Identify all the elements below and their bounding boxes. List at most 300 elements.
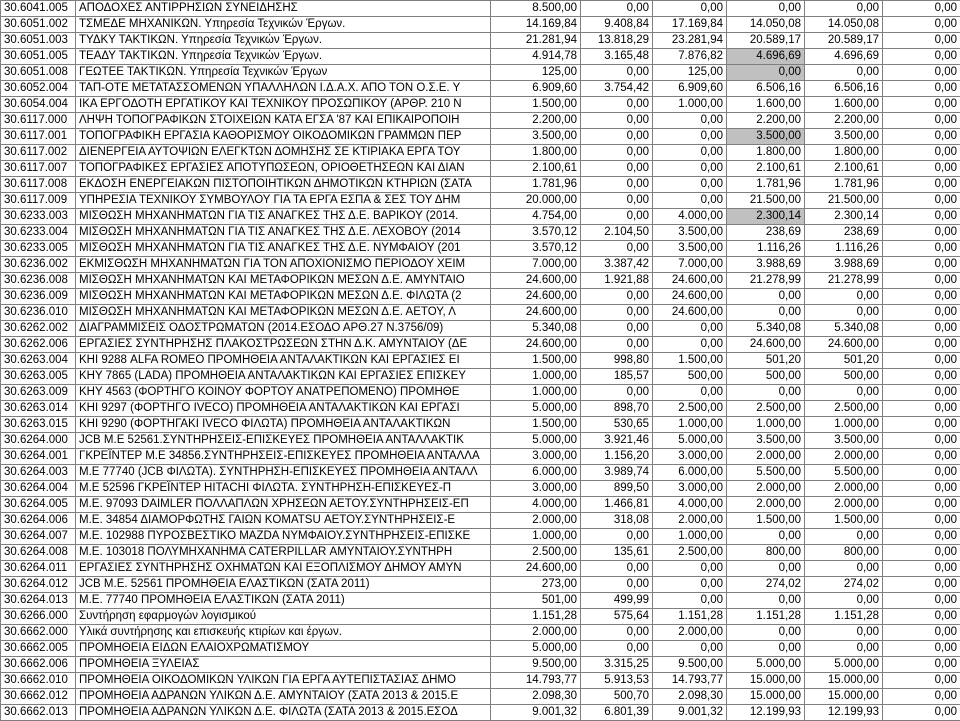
value-cell-2[interactable]: 0,00 xyxy=(581,209,653,225)
value-cell-5[interactable]: 5.000,00 xyxy=(805,657,883,673)
value-cell-5[interactable]: 21.500,00 xyxy=(805,193,883,209)
value-cell-5[interactable]: 2.200,00 xyxy=(805,113,883,129)
value-cell-2[interactable]: 0,00 xyxy=(581,321,653,337)
value-cell-4[interactable]: 501,20 xyxy=(727,353,805,369)
value-cell-1[interactable]: 6.000,00 xyxy=(491,465,581,481)
value-cell-3[interactable]: 7.876,82 xyxy=(653,49,727,65)
description-cell[interactable]: ΤΕΑΔΥ ΤΑΚΤΙΚΩΝ. Υπηρεσία Τεχνικών Έργων. xyxy=(76,49,491,65)
code-cell[interactable]: 30.6236.008 xyxy=(1,273,76,289)
value-cell-5[interactable]: 274,02 xyxy=(805,577,883,593)
description-cell[interactable]: JCB Μ.Ε. 52561 ΠΡΟΜΗΘΕΙΑ ΕΛΑΣΤΙΚΩΝ (ΣΑΤΑ 2011) xyxy=(76,577,491,593)
value-cell-4[interactable]: 0,00 xyxy=(727,289,805,305)
value-cell-1[interactable]: 1.500,00 xyxy=(491,353,581,369)
code-cell[interactable]: 30.6263.004 xyxy=(1,353,76,369)
description-cell[interactable]: ΤΟΠΟΓΡΑΦΙΚΕΣ ΕΡΓΑΣΙΕΣ ΑΠΟΤΥΠΩΣΕΩΝ, ΟΡΙΟΘΕΤΗΣΕΩΝ ΚΑΙ ΔΙΑΝ xyxy=(76,161,491,177)
value-cell-6[interactable]: 0,00 xyxy=(883,17,960,33)
code-cell[interactable]: 30.6117.007 xyxy=(1,161,76,177)
value-cell-4[interactable]: 0,00 xyxy=(727,625,805,641)
value-cell-3[interactable]: 9.500,00 xyxy=(653,657,727,673)
code-cell[interactable]: 30.6262.002 xyxy=(1,321,76,337)
value-cell-4[interactable]: 3.500,00 xyxy=(727,433,805,449)
value-cell-5[interactable]: 0,00 xyxy=(805,65,883,81)
value-cell-1[interactable]: 5.000,00 xyxy=(491,433,581,449)
value-cell-3[interactable]: 1.000,00 xyxy=(653,97,727,113)
value-cell-4[interactable]: 2.000,00 xyxy=(727,449,805,465)
value-cell-4[interactable]: 21.278,99 xyxy=(727,273,805,289)
value-cell-4[interactable]: 0,00 xyxy=(727,561,805,577)
value-cell-4[interactable]: 3.500,00 xyxy=(727,129,805,145)
value-cell-1[interactable]: 1.500,00 xyxy=(491,417,581,433)
description-cell[interactable]: ΤΣΜΕΔΕ ΜΗΧΑΝΙΚΩΝ. Υπηρεσία Τεχνικών Έργων. xyxy=(76,17,491,33)
value-cell-5[interactable]: 1.000,00 xyxy=(805,417,883,433)
value-cell-4[interactable]: 5.000,00 xyxy=(727,657,805,673)
value-cell-5[interactable]: 21.278,99 xyxy=(805,273,883,289)
value-cell-6[interactable]: 0,00 xyxy=(883,529,960,545)
description-cell[interactable]: ΤΑΠ-ΟΤΕ ΜΕΤΑΤΑΣΣΟΜΕΝΩΝ ΥΠΑΛΛΗΛΩΝ Ι.Δ.Α.Χ. ΑΠΟ ΤΟΝ Ο.Σ.Ε. Υ xyxy=(76,81,491,97)
code-cell[interactable]: 30.6264.003 xyxy=(1,465,76,481)
value-cell-1[interactable]: 3.570,12 xyxy=(491,225,581,241)
value-cell-5[interactable]: 0,00 xyxy=(805,561,883,577)
value-cell-6[interactable]: 0,00 xyxy=(883,273,960,289)
value-cell-5[interactable]: 501,20 xyxy=(805,353,883,369)
value-cell-5[interactable]: 15.000,00 xyxy=(805,673,883,689)
value-cell-6[interactable]: 0,00 xyxy=(883,497,960,513)
code-cell[interactable]: 30.6051.005 xyxy=(1,49,76,65)
code-cell[interactable]: 30.6054.004 xyxy=(1,97,76,113)
description-cell[interactable]: ΠΡΟΜΗΘΕΙΑ ΞΥΛΕΙΑΣ xyxy=(76,657,491,673)
value-cell-4[interactable]: 2.500,00 xyxy=(727,401,805,417)
description-cell[interactable]: ΜΙΣΘΩΣΗ ΜΗΧΑΝΗΜΑΤΩΝ ΓΙΑ ΤΙΣ ΑΝΑΓΚΕΣ ΤΗΣ Δ.Ε. ΛΕΧΟΒΟΥ (2014 xyxy=(76,225,491,241)
value-cell-6[interactable]: 0,00 xyxy=(883,609,960,625)
code-cell[interactable]: 30.6117.001 xyxy=(1,129,76,145)
value-cell-6[interactable]: 0,00 xyxy=(883,337,960,353)
code-cell[interactable]: 30.6264.001 xyxy=(1,449,76,465)
value-cell-6[interactable]: 0,00 xyxy=(883,689,960,705)
value-cell-4[interactable]: 3.988,69 xyxy=(727,257,805,273)
value-cell-5[interactable]: 500,00 xyxy=(805,369,883,385)
code-cell[interactable]: 30.6233.004 xyxy=(1,225,76,241)
value-cell-5[interactable]: 12.199,93 xyxy=(805,705,883,721)
value-cell-4[interactable]: 2.300,14 xyxy=(727,209,805,225)
value-cell-1[interactable]: 273,00 xyxy=(491,577,581,593)
value-cell-3[interactable]: 3.500,00 xyxy=(653,241,727,257)
value-cell-4[interactable]: 1.000,00 xyxy=(727,417,805,433)
value-cell-3[interactable]: 0,00 xyxy=(653,129,727,145)
value-cell-4[interactable]: 0,00 xyxy=(727,593,805,609)
value-cell-5[interactable]: 2.100,61 xyxy=(805,161,883,177)
value-cell-6[interactable]: 0,00 xyxy=(883,369,960,385)
description-cell[interactable]: ΠΡΟΜΗΘΕΙΑ ΑΔΡΑΝΩΝ ΥΛΙΚΩΝ Δ.Ε. ΦΙΛΩΤΑ (ΣΑΤΑ 2013 & 2015.ΕΣΟΔ xyxy=(76,705,491,721)
value-cell-3[interactable]: 2.000,00 xyxy=(653,513,727,529)
value-cell-1[interactable]: 14.169,84 xyxy=(491,17,581,33)
description-cell[interactable]: Υλικά συντήρησης και επισκευής κτιρίων και έργων. xyxy=(76,625,491,641)
value-cell-2[interactable]: 0,00 xyxy=(581,529,653,545)
description-cell[interactable]: ΓΚΡΕΪΝΤΕΡ Μ.Ε 34856.ΣΥΝΤΗΡΗΣΕΙΣ-ΕΠΙΣΚΕΥΕΣ ΠΡΟΜΗΘΕΙΑ ΑΝΤΑΛΛΑ xyxy=(76,449,491,465)
value-cell-1[interactable]: 8.500,00 xyxy=(491,1,581,17)
value-cell-1[interactable]: 2.500,00 xyxy=(491,545,581,561)
description-cell[interactable]: ΤΟΠΟΓΡΑΦΙΚΗ ΕΡΓΑΣΙΑ ΚΑΘΟΡΙΣΜΟΥ ΟΙΚΟΔΟΜΙΚΩΝ ΓΡΑΜΜΩΝ ΠΕΡ xyxy=(76,129,491,145)
value-cell-6[interactable]: 0,00 xyxy=(883,193,960,209)
value-cell-2[interactable]: 0,00 xyxy=(581,561,653,577)
value-cell-6[interactable]: 0,00 xyxy=(883,241,960,257)
value-cell-5[interactable]: 1.600,00 xyxy=(805,97,883,113)
description-cell[interactable]: Μ.Ε. 34854 ΔΙΑΜΟΡΦΩΤΗΣ ΓΑΙΩΝ KOMATSU ΑΕΤΟΥ.ΣΥΝΤΗΡΗΣΕΙΣ-Ε xyxy=(76,513,491,529)
value-cell-4[interactable]: 15.000,00 xyxy=(727,673,805,689)
value-cell-6[interactable]: 0,00 xyxy=(883,81,960,97)
code-cell[interactable]: 30.6263.015 xyxy=(1,417,76,433)
value-cell-6[interactable]: 0,00 xyxy=(883,305,960,321)
value-cell-4[interactable]: 1.600,00 xyxy=(727,97,805,113)
value-cell-2[interactable]: 0,00 xyxy=(581,641,653,657)
code-cell[interactable]: 30.6264.013 xyxy=(1,593,76,609)
value-cell-2[interactable]: 13.818,29 xyxy=(581,33,653,49)
value-cell-2[interactable]: 1.156,20 xyxy=(581,449,653,465)
value-cell-4[interactable]: 0,00 xyxy=(727,1,805,17)
value-cell-5[interactable]: 5.500,00 xyxy=(805,465,883,481)
value-cell-5[interactable]: 0,00 xyxy=(805,385,883,401)
code-cell[interactable]: 30.6117.000 xyxy=(1,113,76,129)
value-cell-2[interactable]: 899,50 xyxy=(581,481,653,497)
value-cell-5[interactable]: 4.696,69 xyxy=(805,49,883,65)
value-cell-2[interactable]: 0,00 xyxy=(581,1,653,17)
value-cell-4[interactable]: 1.800,00 xyxy=(727,145,805,161)
code-cell[interactable]: 30.6263.009 xyxy=(1,385,76,401)
value-cell-6[interactable]: 0,00 xyxy=(883,545,960,561)
value-cell-1[interactable]: 2.098,30 xyxy=(491,689,581,705)
value-cell-1[interactable]: 7.000,00 xyxy=(491,257,581,273)
value-cell-6[interactable]: 0,00 xyxy=(883,705,960,721)
value-cell-5[interactable]: 6.506,16 xyxy=(805,81,883,97)
value-cell-3[interactable]: 2.000,00 xyxy=(653,625,727,641)
value-cell-3[interactable]: 0,00 xyxy=(653,193,727,209)
value-cell-5[interactable]: 2.000,00 xyxy=(805,481,883,497)
value-cell-4[interactable]: 0,00 xyxy=(727,385,805,401)
value-cell-5[interactable]: 1.800,00 xyxy=(805,145,883,161)
value-cell-1[interactable]: 5.340,08 xyxy=(491,321,581,337)
value-cell-4[interactable]: 0,00 xyxy=(727,641,805,657)
value-cell-6[interactable]: 0,00 xyxy=(883,113,960,129)
description-cell[interactable]: ΛΗΨΗ ΤΟΠΟΓΡΑΦΙΚΩΝ ΣΤΟΙΧΕΙΩΝ ΚΑΤΑ ΕΓΣΑ '87 ΚΑΙ ΕΠΙΚΑΙΡΟΠΟΙΗ xyxy=(76,113,491,129)
value-cell-5[interactable]: 3.500,00 xyxy=(805,129,883,145)
value-cell-5[interactable]: 1.781,96 xyxy=(805,177,883,193)
value-cell-4[interactable]: 0,00 xyxy=(727,529,805,545)
value-cell-6[interactable]: 0,00 xyxy=(883,33,960,49)
value-cell-3[interactable]: 0,00 xyxy=(653,161,727,177)
description-cell[interactable]: ΜΙΣΘΩΣΗ ΜΗΧΑΝΗΜΑΤΩΝ ΚΑΙ ΜΕΤΑΦΟΡΙΚΩΝ ΜΕΣΩΝ Δ.Ε. ΑΜΥΝΤΑΙΟ xyxy=(76,273,491,289)
value-cell-3[interactable]: 5.000,00 xyxy=(653,433,727,449)
code-cell[interactable]: 30.6264.012 xyxy=(1,577,76,593)
description-cell[interactable]: ΜΙΣΘΩΣΗ ΜΗΧΑΝΗΜΑΤΩΝ ΓΙΑ ΤΙΣ ΑΝΑΓΚΕΣ ΤΗΣ Δ.Ε. ΝΥΜΦΑΙΟΥ (201 xyxy=(76,241,491,257)
value-cell-3[interactable]: 0,00 xyxy=(653,145,727,161)
value-cell-3[interactable]: 4.000,00 xyxy=(653,497,727,513)
value-cell-5[interactable]: 800,00 xyxy=(805,545,883,561)
value-cell-3[interactable]: 14.793,77 xyxy=(653,673,727,689)
description-cell[interactable]: ΕΡΓΑΣΙΕΣ ΣΥΝΤΗΡΗΣΗΣ ΠΛΑΚΟΣΤΡΩΣΕΩΝ ΣΤΗΝ Δ.Κ. ΑΜΥΝΤΑΙΟΥ (ΔΕ xyxy=(76,337,491,353)
value-cell-3[interactable]: 9.001,32 xyxy=(653,705,727,721)
value-cell-2[interactable]: 998,80 xyxy=(581,353,653,369)
value-cell-3[interactable]: 0,00 xyxy=(653,1,727,17)
value-cell-1[interactable]: 21.281,94 xyxy=(491,33,581,49)
value-cell-2[interactable]: 318,08 xyxy=(581,513,653,529)
code-cell[interactable]: 30.6662.005 xyxy=(1,641,76,657)
description-cell[interactable]: ΚΗΥ 7865 (LADA) ΠΡΟΜΗΘΕΙΑ ΑΝΤΑΛΑΚΤΙΚΩΝ ΚΑΙ ΕΡΓΑΣΙΕΣ ΕΠΙΣΚΕΥ xyxy=(76,369,491,385)
value-cell-2[interactable]: 0,00 xyxy=(581,113,653,129)
value-cell-1[interactable]: 9.500,00 xyxy=(491,657,581,673)
value-cell-3[interactable]: 0,00 xyxy=(653,337,727,353)
value-cell-1[interactable]: 5.000,00 xyxy=(491,401,581,417)
description-cell[interactable]: ΙΚΑ ΕΡΓΟΔΟΤΗ ΕΡΓΑΤΙΚΟΥ ΚΑΙ ΤΕΧΝΙΚΟΥ ΠΡΟΣΩΠΙΚΟΥ (ΑΡΘΡ. 210 Ν xyxy=(76,97,491,113)
value-cell-4[interactable]: 800,00 xyxy=(727,545,805,561)
value-cell-6[interactable]: 0,00 xyxy=(883,449,960,465)
value-cell-1[interactable]: 24.600,00 xyxy=(491,273,581,289)
value-cell-6[interactable]: 0,00 xyxy=(883,561,960,577)
code-cell[interactable]: 30.6051.002 xyxy=(1,17,76,33)
value-cell-4[interactable]: 0,00 xyxy=(727,305,805,321)
value-cell-5[interactable]: 0,00 xyxy=(805,529,883,545)
value-cell-5[interactable]: 3.500,00 xyxy=(805,433,883,449)
value-cell-4[interactable]: 2.000,00 xyxy=(727,481,805,497)
code-cell[interactable]: 30.6264.006 xyxy=(1,513,76,529)
value-cell-2[interactable]: 3.315,25 xyxy=(581,657,653,673)
value-cell-5[interactable]: 0,00 xyxy=(805,289,883,305)
value-cell-2[interactable]: 0,00 xyxy=(581,145,653,161)
value-cell-5[interactable]: 1.151,28 xyxy=(805,609,883,625)
value-cell-6[interactable]: 0,00 xyxy=(883,513,960,529)
value-cell-1[interactable]: 3.570,12 xyxy=(491,241,581,257)
code-cell[interactable]: 30.6236.002 xyxy=(1,257,76,273)
code-cell[interactable]: 30.6264.004 xyxy=(1,481,76,497)
value-cell-2[interactable]: 135,61 xyxy=(581,545,653,561)
value-cell-1[interactable]: 14.793,77 xyxy=(491,673,581,689)
value-cell-3[interactable]: 0,00 xyxy=(653,641,727,657)
description-cell[interactable]: Συντήρηση εφαρμογών λογισμικού xyxy=(76,609,491,625)
description-cell[interactable]: ΜΙΣΘΩΣΗ ΜΗΧΑΝΗΜΑΤΩΝ ΚΑΙ ΜΕΤΑΦΟΡΙΚΩΝ ΜΕΣΩΝ Δ.Ε. ΦΙΛΩΤΑ (2 xyxy=(76,289,491,305)
value-cell-4[interactable]: 500,00 xyxy=(727,369,805,385)
value-cell-5[interactable]: 0,00 xyxy=(805,1,883,17)
value-cell-1[interactable]: 1.000,00 xyxy=(491,369,581,385)
value-cell-6[interactable]: 0,00 xyxy=(883,289,960,305)
code-cell[interactable]: 30.6264.007 xyxy=(1,529,76,545)
value-cell-2[interactable]: 0,00 xyxy=(581,161,653,177)
value-cell-6[interactable]: 0,00 xyxy=(883,481,960,497)
value-cell-1[interactable]: 3.000,00 xyxy=(491,449,581,465)
code-cell[interactable]: 30.6236.009 xyxy=(1,289,76,305)
value-cell-2[interactable]: 0,00 xyxy=(581,65,653,81)
value-cell-6[interactable]: 0,00 xyxy=(883,97,960,113)
value-cell-2[interactable]: 185,57 xyxy=(581,369,653,385)
value-cell-3[interactable]: 2.098,30 xyxy=(653,689,727,705)
value-cell-3[interactable]: 17.169,84 xyxy=(653,17,727,33)
value-cell-4[interactable]: 14.050,08 xyxy=(727,17,805,33)
value-cell-1[interactable]: 24.600,00 xyxy=(491,561,581,577)
value-cell-3[interactable]: 0,00 xyxy=(653,113,727,129)
value-cell-6[interactable]: 0,00 xyxy=(883,129,960,145)
value-cell-3[interactable]: 24.600,00 xyxy=(653,305,727,321)
value-cell-2[interactable]: 3.989,74 xyxy=(581,465,653,481)
value-cell-2[interactable]: 3.754,42 xyxy=(581,81,653,97)
value-cell-1[interactable]: 1.151,28 xyxy=(491,609,581,625)
value-cell-6[interactable]: 0,00 xyxy=(883,401,960,417)
value-cell-2[interactable]: 6.801,39 xyxy=(581,705,653,721)
value-cell-1[interactable]: 4.914,78 xyxy=(491,49,581,65)
value-cell-1[interactable]: 3.000,00 xyxy=(491,481,581,497)
value-cell-6[interactable]: 0,00 xyxy=(883,465,960,481)
value-cell-2[interactable]: 9.408,84 xyxy=(581,17,653,33)
code-cell[interactable]: 30.6262.006 xyxy=(1,337,76,353)
code-cell[interactable]: 30.6264.005 xyxy=(1,497,76,513)
value-cell-6[interactable]: 0,00 xyxy=(883,1,960,17)
value-cell-1[interactable]: 2.000,00 xyxy=(491,625,581,641)
code-cell[interactable]: 30.6662.013 xyxy=(1,705,76,721)
value-cell-6[interactable]: 0,00 xyxy=(883,161,960,177)
value-cell-1[interactable]: 3.500,00 xyxy=(491,129,581,145)
value-cell-3[interactable]: 0,00 xyxy=(653,561,727,577)
value-cell-3[interactable]: 23.281,94 xyxy=(653,33,727,49)
value-cell-5[interactable]: 2.000,00 xyxy=(805,449,883,465)
value-cell-5[interactable]: 0,00 xyxy=(805,641,883,657)
value-cell-3[interactable]: 1.000,00 xyxy=(653,417,727,433)
value-cell-2[interactable]: 500,70 xyxy=(581,689,653,705)
value-cell-3[interactable]: 500,00 xyxy=(653,369,727,385)
value-cell-1[interactable]: 6.909,60 xyxy=(491,81,581,97)
value-cell-1[interactable]: 24.600,00 xyxy=(491,305,581,321)
value-cell-3[interactable]: 2.500,00 xyxy=(653,545,727,561)
description-cell[interactable]: Μ.Ε. 102988 ΠΥΡΟΣΒΕΣΤΙΚΟ MAZDA ΝΥΜΦΑΙΟΥ.ΣΥΝΤΗΡΗΣΕΙΣ-ΕΠΙΣΚΕ xyxy=(76,529,491,545)
description-cell[interactable]: ΤΥΔΚΥ ΤΑΚΤΙΚΩΝ. Υπηρεσία Τεχνικών Έργων. xyxy=(76,33,491,49)
value-cell-2[interactable]: 0,00 xyxy=(581,305,653,321)
value-cell-4[interactable]: 5.340,08 xyxy=(727,321,805,337)
value-cell-2[interactable]: 3.921,46 xyxy=(581,433,653,449)
value-cell-3[interactable]: 6.000,00 xyxy=(653,465,727,481)
value-cell-3[interactable]: 24.600,00 xyxy=(653,289,727,305)
value-cell-6[interactable]: 0,00 xyxy=(883,657,960,673)
value-cell-5[interactable]: 24.600,00 xyxy=(805,337,883,353)
value-cell-4[interactable]: 15.000,00 xyxy=(727,689,805,705)
value-cell-6[interactable]: 0,00 xyxy=(883,385,960,401)
value-cell-1[interactable]: 24.600,00 xyxy=(491,337,581,353)
code-cell[interactable]: 30.6662.000 xyxy=(1,625,76,641)
value-cell-5[interactable]: 1.116,26 xyxy=(805,241,883,257)
value-cell-1[interactable]: 20.000,00 xyxy=(491,193,581,209)
value-cell-5[interactable]: 15.000,00 xyxy=(805,689,883,705)
value-cell-1[interactable]: 125,00 xyxy=(491,65,581,81)
value-cell-2[interactable]: 1.921,88 xyxy=(581,273,653,289)
value-cell-5[interactable]: 0,00 xyxy=(805,593,883,609)
value-cell-2[interactable]: 0,00 xyxy=(581,129,653,145)
value-cell-4[interactable]: 1.116,26 xyxy=(727,241,805,257)
value-cell-1[interactable]: 9.001,32 xyxy=(491,705,581,721)
value-cell-5[interactable]: 2.500,00 xyxy=(805,401,883,417)
description-cell[interactable]: ΜΙΣΘΩΣΗ ΜΗΧΑΝΗΜΑΤΩΝ ΓΙΑ ΤΙΣ ΑΝΑΓΚΕΣ ΤΗΣ Δ.Ε. ΒΑΡΙΚΟΥ (2014. xyxy=(76,209,491,225)
value-cell-5[interactable]: 3.988,69 xyxy=(805,257,883,273)
value-cell-4[interactable]: 24.600,00 xyxy=(727,337,805,353)
value-cell-3[interactable]: 0,00 xyxy=(653,593,727,609)
code-cell[interactable]: 30.6052.004 xyxy=(1,81,76,97)
code-cell[interactable]: 30.6263.014 xyxy=(1,401,76,417)
code-cell[interactable]: 30.6236.010 xyxy=(1,305,76,321)
value-cell-4[interactable]: 2.200,00 xyxy=(727,113,805,129)
value-cell-5[interactable]: 2.300,14 xyxy=(805,209,883,225)
value-cell-4[interactable]: 238,69 xyxy=(727,225,805,241)
value-cell-6[interactable]: 0,00 xyxy=(883,65,960,81)
value-cell-1[interactable]: 1.800,00 xyxy=(491,145,581,161)
value-cell-2[interactable]: 0,00 xyxy=(581,385,653,401)
value-cell-5[interactable]: 0,00 xyxy=(805,305,883,321)
description-cell[interactable]: ΕΚΔΟΣΗ ΕΝΕΡΓΕΙΑΚΩΝ ΠΙΣΤΟΠΟΙΗΤΙΚΩΝ ΔΗΜΟΤΙΚΩΝ ΚΤΗΡΙΩΝ (ΣΑΤΑ xyxy=(76,177,491,193)
value-cell-6[interactable]: 0,00 xyxy=(883,209,960,225)
code-cell[interactable]: 30.6117.008 xyxy=(1,177,76,193)
value-cell-4[interactable]: 5.500,00 xyxy=(727,465,805,481)
description-cell[interactable]: Μ.Ε. 97093 DAIMLER ΠΟΛΛΑΠΛΩΝ ΧΡΗΣΕΩΝ ΑΕΤΟΥ.ΣΥΝΤΗΡΗΣΕΙΣ-ΕΠ xyxy=(76,497,491,513)
value-cell-4[interactable]: 0,00 xyxy=(727,65,805,81)
description-cell[interactable]: ΓΕΩΤΕΕ ΤΑΚΤΙΚΩΝ. Υπηρεσία Τεχνικών Έργων xyxy=(76,65,491,81)
value-cell-3[interactable]: 1.500,00 xyxy=(653,353,727,369)
description-cell[interactable]: ΠΡΟΜΗΘΕΙΑ ΟΙΚΟΔΟΜΙΚΩΝ ΥΛΙΚΩΝ ΓΙΑ ΕΡΓΑ ΑΥΤΕΠΙΣΤΑΣΙΑΣ ΔΗΜΟ xyxy=(76,673,491,689)
code-cell[interactable]: 30.6662.006 xyxy=(1,657,76,673)
value-cell-6[interactable]: 0,00 xyxy=(883,49,960,65)
code-cell[interactable]: 30.6051.008 xyxy=(1,65,76,81)
value-cell-6[interactable]: 0,00 xyxy=(883,433,960,449)
code-cell[interactable]: 30.6233.005 xyxy=(1,241,76,257)
value-cell-3[interactable]: 3.000,00 xyxy=(653,449,727,465)
description-cell[interactable]: Μ.Ε 77740 (JCB ΦΙΛΩΤΑ). ΣΥΝΤΗΡΗΣΗ-ΕΠΙΣΚΕΥΕΣ ΠΡΟΜΗΘΕΙΑ ΑΝΤΑΛΛ xyxy=(76,465,491,481)
value-cell-4[interactable]: 12.199,93 xyxy=(727,705,805,721)
value-cell-3[interactable]: 2.500,00 xyxy=(653,401,727,417)
value-cell-4[interactable]: 1.781,96 xyxy=(727,177,805,193)
value-cell-6[interactable]: 0,00 xyxy=(883,353,960,369)
value-cell-2[interactable]: 0,00 xyxy=(581,577,653,593)
value-cell-1[interactable]: 1.781,96 xyxy=(491,177,581,193)
value-cell-5[interactable]: 1.500,00 xyxy=(805,513,883,529)
description-cell[interactable]: Μ.Ε. 77740 ΠΡΟΜΗΘΕΙΑ ΕΛΑΣΤΙΚΩΝ (ΣΑΤΑ 2011) xyxy=(76,593,491,609)
description-cell[interactable]: Μ.Ε. 103018 ΠΟΛΥΜΗΧΑΝΗΜΑ CATERPILLAR ΑΜΥΝΤΑΙΟΥ.ΣΥΝΤΗΡΗ xyxy=(76,545,491,561)
value-cell-4[interactable]: 2.100,61 xyxy=(727,161,805,177)
value-cell-3[interactable]: 0,00 xyxy=(653,177,727,193)
code-cell[interactable]: 30.6264.011 xyxy=(1,561,76,577)
value-cell-3[interactable]: 0,00 xyxy=(653,385,727,401)
value-cell-6[interactable]: 0,00 xyxy=(883,417,960,433)
value-cell-4[interactable]: 2.000,00 xyxy=(727,497,805,513)
value-cell-3[interactable]: 3.000,00 xyxy=(653,481,727,497)
value-cell-3[interactable]: 4.000,00 xyxy=(653,209,727,225)
value-cell-4[interactable]: 1.151,28 xyxy=(727,609,805,625)
value-cell-1[interactable]: 501,00 xyxy=(491,593,581,609)
value-cell-3[interactable]: 0,00 xyxy=(653,577,727,593)
value-cell-2[interactable]: 0,00 xyxy=(581,177,653,193)
value-cell-3[interactable]: 6.909,60 xyxy=(653,81,727,97)
value-cell-1[interactable]: 4.000,00 xyxy=(491,497,581,513)
value-cell-3[interactable]: 125,00 xyxy=(653,65,727,81)
value-cell-4[interactable]: 274,02 xyxy=(727,577,805,593)
value-cell-1[interactable]: 1.500,00 xyxy=(491,97,581,113)
value-cell-2[interactable]: 499,99 xyxy=(581,593,653,609)
value-cell-4[interactable]: 4.696,69 xyxy=(727,49,805,65)
value-cell-4[interactable]: 20.589,17 xyxy=(727,33,805,49)
description-cell[interactable]: ΥΠΗΡΕΣΙΑ ΤΕΧΝΙΚΟΥ ΣΥΜΒΟΥΛΟΥ ΓΙΑ ΤΑ ΕΡΓΑ ΕΣΠΑ & ΣΕΣ ΤΟΥ ΔΗΜ xyxy=(76,193,491,209)
code-cell[interactable]: 30.6041.005 xyxy=(1,1,76,17)
code-cell[interactable]: 30.6662.012 xyxy=(1,689,76,705)
value-cell-2[interactable]: 0,00 xyxy=(581,241,653,257)
code-cell[interactable]: 30.6266.000 xyxy=(1,609,76,625)
description-cell[interactable]: ΚΗΥ 4563 (ΦΟΡΤΗΓΟ ΚΟΙΝΟΥ ΦΟΡΤΟΥ ΑΝΑΤΡΕΠΟΜΕΝΟ) ΠΡΟΜΗΘΕ xyxy=(76,385,491,401)
value-cell-2[interactable]: 0,00 xyxy=(581,337,653,353)
value-cell-1[interactable]: 5.000,00 xyxy=(491,641,581,657)
code-cell[interactable]: 30.6264.008 xyxy=(1,545,76,561)
value-cell-4[interactable]: 21.500,00 xyxy=(727,193,805,209)
code-cell[interactable]: 30.6662.010 xyxy=(1,673,76,689)
value-cell-5[interactable]: 20.589,17 xyxy=(805,33,883,49)
value-cell-5[interactable]: 14.050,08 xyxy=(805,17,883,33)
